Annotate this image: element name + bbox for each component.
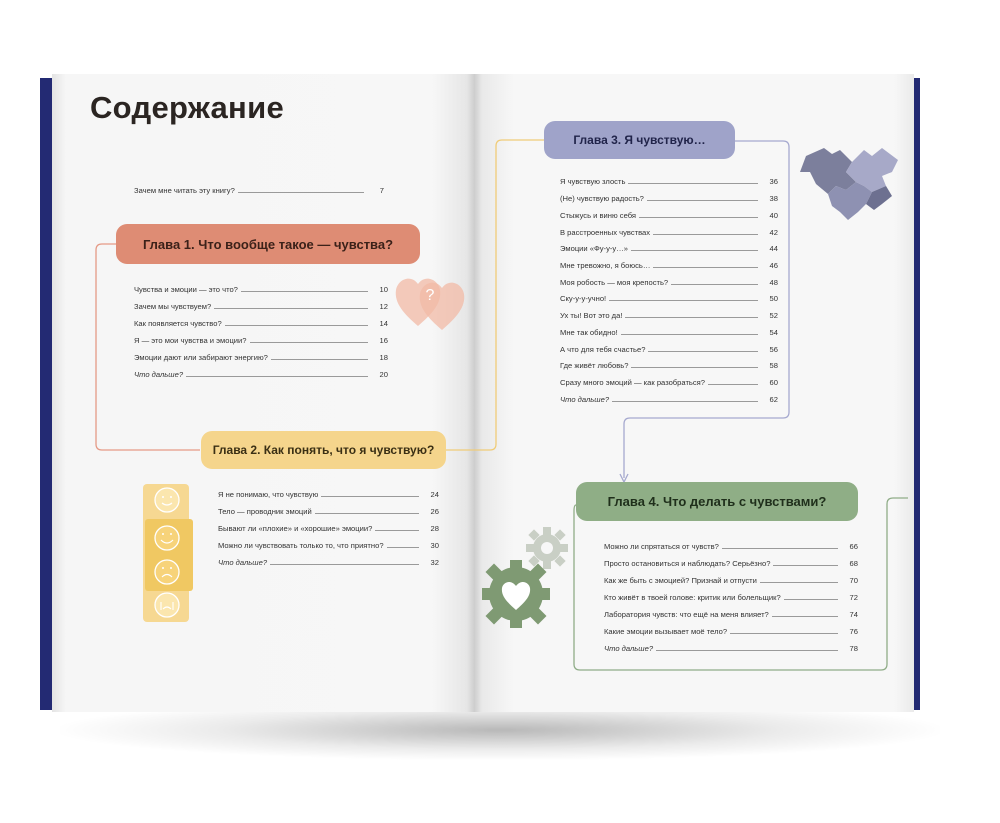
- toc-leader: [631, 367, 758, 368]
- toc-entry-label: Просто остановиться и наблюдать? Серьёзно?: [604, 559, 771, 568]
- toc-entry-label: Я не понимаю, что чувствую: [218, 490, 319, 499]
- toc-leader: [186, 376, 368, 377]
- toc-entry-label: Зачем мне читать эту книгу?: [134, 186, 235, 195]
- toc-leader: [628, 183, 758, 184]
- toc-leader: [241, 291, 368, 292]
- hearts-question-icon: [396, 279, 465, 330]
- toc-entry[interactable]: [604, 624, 858, 636]
- toc-leader: [784, 599, 838, 600]
- toc-leader: [760, 582, 838, 583]
- toc-entry-page: 68: [849, 559, 858, 568]
- toc-entry[interactable]: [560, 275, 778, 287]
- toc-entry-page: 56: [769, 345, 778, 354]
- toc-entry[interactable]: [560, 342, 778, 354]
- toc-entry-page: 10: [379, 285, 388, 294]
- toc-entry-label: Мне так обидно!: [560, 328, 618, 337]
- toc-entry-label: (Не) чувствую радость?: [560, 194, 644, 203]
- page-title: Содержание: [90, 90, 284, 125]
- toc-leader: [621, 334, 758, 335]
- toc-entry[interactable]: [560, 325, 778, 337]
- toc-entry-label: Моя робость — моя крепость?: [560, 278, 669, 287]
- toc-entry[interactable]: [218, 521, 439, 533]
- question-mark: ?: [425, 287, 435, 304]
- toc-entry[interactable]: [134, 316, 388, 328]
- toc-entry-label: Можно ли чувствовать только то, что приятно?: [218, 541, 384, 550]
- toc-entry-page: 12: [379, 302, 388, 311]
- toc-leader: [271, 359, 368, 360]
- toc-entry-label: Как же быть с эмоцией? Признай и отпусти: [604, 576, 757, 585]
- toc-entry[interactable]: [560, 258, 778, 270]
- toc-leader: [773, 565, 838, 566]
- toc-leader: [321, 496, 419, 497]
- toc-entry[interactable]: [604, 590, 858, 602]
- toc-leader: [238, 192, 364, 193]
- toc-entry[interactable]: [560, 225, 778, 237]
- toc-entry[interactable]: [134, 350, 388, 362]
- toc-leader: [671, 284, 758, 285]
- toc-entry-page: 30: [430, 541, 439, 550]
- toc-entry-page: 66: [849, 542, 858, 551]
- emoji-faces-icon: [143, 484, 193, 622]
- toc-entry-label: Кто живёт в твоей голове: критик или болельщик?: [604, 593, 781, 602]
- toc-entry-label: Какие эмоции вызывает моё тело?: [604, 627, 728, 636]
- toc-entry-page: 44: [769, 244, 778, 253]
- toc-entry-page: 54: [769, 328, 778, 337]
- toc-leader: [653, 234, 758, 235]
- toc-leader: [656, 650, 838, 651]
- toc-entry-label: Ску-у-у-учно!: [560, 294, 607, 303]
- toc-entry-label: Ух ты! Вот это да!: [560, 311, 623, 320]
- toc-entry-label: А что для тебя счастье?: [560, 345, 646, 354]
- toc-entry-page: 38: [769, 194, 778, 203]
- toc-entry-label: Что дальше?: [218, 558, 268, 567]
- toc-leader: [375, 530, 419, 531]
- toc-entry-label: Бывают ли «плохие» и «хорошие» эмоции?: [218, 524, 373, 533]
- toc-entry-page: 50: [769, 294, 778, 303]
- toc-entry-page: 58: [769, 361, 778, 370]
- toc-leader: [708, 384, 758, 385]
- toc-entry-page: 48: [769, 278, 778, 287]
- toc-entry-page: 62: [769, 395, 778, 404]
- toc-entry[interactable]: [218, 555, 439, 567]
- toc-entry[interactable]: [604, 573, 858, 585]
- toc-entry[interactable]: [560, 291, 778, 303]
- toc-entry-page: 7: [379, 186, 384, 195]
- toc-entry-label: Я — это мои чувства и эмоции?: [134, 336, 247, 345]
- toc-entry-page: 78: [849, 644, 858, 653]
- toc-entry-page: 24: [430, 490, 439, 499]
- toc-entry-page: 46: [769, 261, 778, 270]
- toc-entry-label: Где живёт любовь?: [560, 361, 629, 370]
- toc-entry-label: Что дальше?: [560, 395, 610, 404]
- toc-entry-label: Эмоции дают или забирают энергию?: [134, 353, 268, 362]
- toc-leader: [250, 342, 368, 343]
- toc-entry-intro[interactable]: [134, 183, 384, 195]
- toc-leader: [315, 513, 419, 514]
- toc-entry-label: Можно ли спрятаться от чувств?: [604, 542, 719, 551]
- toc-entry-label: Сразу много эмоций — как разобраться?: [560, 378, 706, 387]
- gears-heart-icon: [482, 527, 568, 628]
- chapter-3-title[interactable]: Глава 3. Я чувствую…: [544, 121, 735, 159]
- chapter-4-title[interactable]: Глава 4. Что делать с чувствами?: [576, 482, 858, 521]
- chapter-2-title[interactable]: Глава 2. Как понять, что я чувствую?: [201, 431, 446, 469]
- toc-leader: [631, 250, 758, 251]
- toc-entry-page: 74: [849, 610, 858, 619]
- toc-entry-page: 52: [769, 311, 778, 320]
- toc-entry[interactable]: [134, 367, 388, 379]
- toc-entry[interactable]: [134, 282, 388, 294]
- toc-entry-label: В расстроенных чувствах: [560, 228, 651, 237]
- toc-entry-page: 28: [430, 524, 439, 533]
- chapter-1-title[interactable]: Глава 1. Что вообще такое — чувства?: [116, 224, 420, 264]
- toc-entry[interactable]: [604, 607, 858, 619]
- toc-entry[interactable]: [560, 208, 778, 220]
- toc-leader: [270, 564, 419, 565]
- toc-entry[interactable]: [218, 504, 439, 516]
- toc-leader: [653, 267, 758, 268]
- toc-entry-page: 72: [849, 593, 858, 602]
- toc-entry[interactable]: [560, 358, 778, 370]
- toc-entry-page: 70: [849, 576, 858, 585]
- toc-entry-page: 36: [769, 177, 778, 186]
- toc-entry[interactable]: [604, 641, 858, 653]
- toc-leader: [730, 633, 838, 634]
- toc-entry-page: 40: [769, 211, 778, 220]
- toc-entry-page: 32: [430, 558, 439, 567]
- toc-entry-page: 60: [769, 378, 778, 387]
- toc-entry[interactable]: [604, 556, 858, 568]
- toc-entry-label: Эмоции «Фу-у-у…»: [560, 244, 629, 253]
- toc-entry[interactable]: [560, 375, 778, 387]
- toc-entry-label: Что дальше?: [134, 370, 184, 379]
- toc-entry[interactable]: [560, 191, 778, 203]
- toc-entry-label: Чувства и эмоции — это что?: [134, 285, 238, 294]
- toc-entry-page: 76: [849, 627, 858, 636]
- toc-leader: [772, 616, 838, 617]
- toc-entry-label: Лаборатория чувств: что ещё на меня влияет?: [604, 610, 769, 619]
- toc-entry-page: 16: [379, 336, 388, 345]
- toc-entry[interactable]: [134, 299, 388, 311]
- toc-entry-label: Зачем мы чувствуем?: [134, 302, 212, 311]
- puzzle-heart-icon: [800, 148, 898, 220]
- toc-leader: [639, 217, 758, 218]
- toc-leader: [612, 401, 758, 402]
- toc-entry-label: Тело — проводник эмоций: [218, 507, 312, 516]
- toc-leader: [625, 317, 758, 318]
- toc-entry-page: 14: [379, 319, 388, 328]
- toc-entry-page: 20: [379, 370, 388, 379]
- toc-leader: [387, 547, 419, 548]
- toc-entry[interactable]: [560, 174, 778, 186]
- toc-entry-page: 18: [379, 353, 388, 362]
- toc-leader: [647, 200, 758, 201]
- toc-leader: [225, 325, 368, 326]
- toc-entry-label: Стыжусь и виню себя: [560, 211, 637, 220]
- toc-leader: [214, 308, 368, 309]
- toc-entry-label: Мне тревожно, я боюсь…: [560, 261, 651, 270]
- toc-entry[interactable]: [560, 241, 778, 253]
- toc-entry[interactable]: [604, 539, 858, 551]
- toc-entry[interactable]: [560, 392, 778, 404]
- toc-entry-label: Что дальше?: [604, 644, 654, 653]
- toc-entry-page: 26: [430, 507, 439, 516]
- toc-entry[interactable]: [134, 333, 388, 345]
- toc-entry[interactable]: [560, 308, 778, 320]
- toc-leader: [609, 300, 758, 301]
- toc-leader: [722, 548, 838, 549]
- toc-entry-label: Я чувствую злость: [560, 177, 626, 186]
- toc-entry[interactable]: [218, 538, 439, 550]
- toc-entry[interactable]: [218, 487, 439, 499]
- toc-entry-label: Как появляется чувство?: [134, 319, 222, 328]
- toc-leader: [648, 351, 758, 352]
- connector-ch1-ch2: [96, 244, 200, 450]
- toc-entry-page: 42: [769, 228, 778, 237]
